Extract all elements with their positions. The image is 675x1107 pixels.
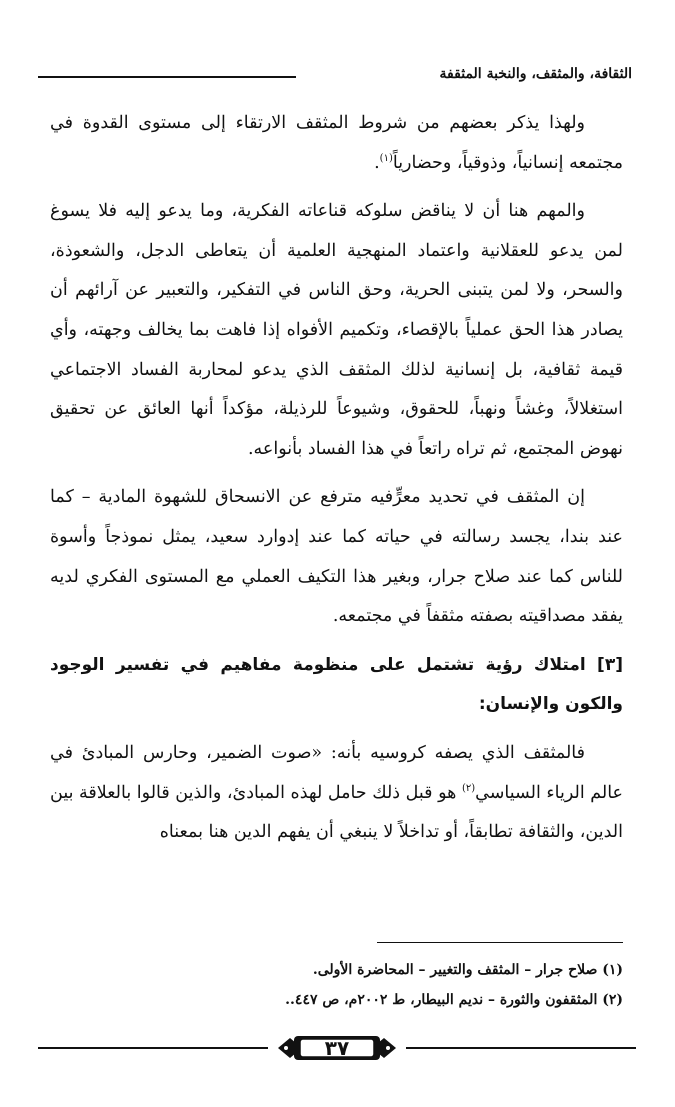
paragraph-end: .: [374, 152, 380, 173]
footnotes: [63, 955, 623, 1015]
paragraph-text: فالمثقف الذي يصفه كروسيه بأنه: «صوت الضمير، وحارس المبادئ في عالم الرياء السياسي: [50, 742, 624, 803]
paragraph: إن المثقف في تحديد معرٍّفيه مترفع عن الانسحاق للشهوة المادية – كما عند بندا، يجسد رسالته في حياته كما عند إدوارد سعيد، يمثل نموذجاً وأسوة للناس كما عند صلاح جرار، وبغير هذا التكيف العملي مع المستوى الفكري لديه يفقد مصداقيته بصفته مثقفاً في مجتمعه.: [50, 487, 623, 627]
page-footer: [38, 1028, 636, 1068]
footnote-separator: [377, 942, 623, 943]
running-header: [38, 66, 636, 86]
paragraph: والمهم هنا أن لا يناقض سلوكه قناعاته الفكرية، وما يدعو إليه فلا يسوغ لمن يدعو للعقلانية واعتماد المنهجية العلمية أن يتعاطى الدجل، والشعوذة، والسحر، ولا لمن يتبنى الحرية، وحق الناس في التفكير، والتعبير عن آرائهم أن يصادر هذا الحق عملياً بالإقصاء، وتكميم الأفواه إذا فاهت بما يخالف وجهته، وأي قيمة ثقافية، بل إنسانية لذلك المثقف الذي يدعو لمحاربة الفساد الاجتماعي استغلالاً، وغشاً ونهباً، للحقوق، وشيوعاً للرذيلة، مؤكداً أنها العائق عن تحقيق نهوض المجتمع، ثم تراه راتعاً في هذا الفساد بأنواعه.: [50, 201, 623, 459]
footnote-1: (١) صلاح جرار – المثقف والتغيير – المحاضرة الأولى.: [312, 962, 623, 978]
paragraph: [50, 734, 623, 853]
paragraph: [50, 104, 623, 183]
footnote-ref-2: (٢): [461, 782, 476, 794]
footer-rule-right: [406, 1047, 636, 1049]
body-text: [50, 104, 623, 862]
footer-rule-left: [38, 1047, 268, 1049]
footnote-2: (٢) المثقفون والثورة – نديم البيطار، ط ٢٠٠٢م، ص ٤٤٧..: [285, 992, 623, 1008]
paragraph-text: ولهذا يذكر بعضهم من شروط المثقف الارتقاء إلى مستوى القدوة في مجتمعه إنسانياً، وذوقياً، وحضارياً: [50, 113, 623, 173]
running-header-title: الثقافة، والمثقف، والنخبة المثقفة: [439, 66, 632, 82]
header-rule: [38, 76, 296, 78]
page-number: ٣٧: [324, 1036, 350, 1060]
paragraph-text: هو قبل ذلك حامل لهذه المبادئ، والذين قالوا بالعلاقة بين الدين، والثقافة تطابقاً، أو تداخلاً لا ينبغي أن يفهم الدين هنا بمعناه: [50, 782, 623, 843]
footnote-ref-1: (١): [379, 152, 393, 164]
section-heading: [٣] امتلاك رؤية تشتمل على منظومة مفاهيم في تفسير الوجود والكون والإنسان:: [50, 654, 623, 715]
